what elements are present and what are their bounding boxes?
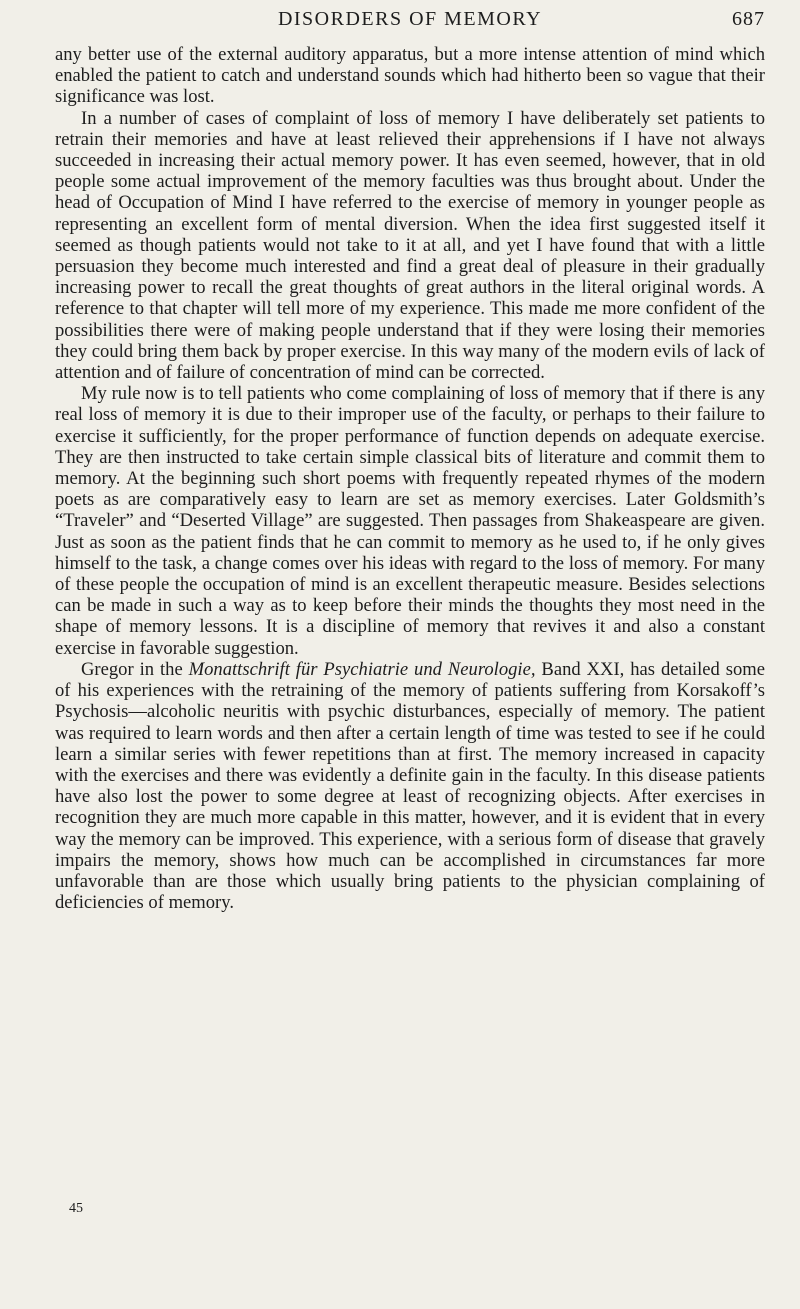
journal-title: Monattschrift für Psychiatrie und Neurologie, xyxy=(188,658,536,680)
paragraph-3: My rule now is to tell patients who come complaining of loss of memory that if there is any real loss of memory it is due to their improper use of the faculty, or perhaps to their failure to exercise it sufficiently, for the proper performance of function depends on adequate exercise. They are then instructed to take certain simple classical bits of literature and commit them to memory. At the beginning such short poems with frequently repeated rhymes of the modern poets as are comparatively easy to learn are set as memory exercises. Later Goldsmith’s “Traveler” and “Deserted Village” are suggested. Then passages from Shakeaspeare are given. Just as soon as the patient finds that he can commit to memory as he used to, if he only gives himself to the task, a change comes over his ideas with regard to the loss of memory. For many of these people the occupation of mind is an excellent therapeutic measure. Besides selections can be made in such a way as to keep before their minds the thoughts they most need in the shape of memory lessons. It is a discipline of memory that revives it and also a constant exercise in favorable suggestion. xyxy=(55,383,765,659)
running-head-title: DISORDERS OF MEMORY xyxy=(277,8,543,30)
paragraph-1: any better use of the external auditory apparatus, but a more intense attention of mind which enabled the patient to catch and understand sounds which had hitherto been so vague that their significance was lost. xyxy=(55,44,765,108)
paragraph-4-lead: Gregor in the xyxy=(81,658,189,680)
signature-mark: 45 xyxy=(69,1201,83,1216)
paragraph-2: In a number of cases of complaint of loss of memory I have deliberately set patients to retrain their memories and have at least relieved their apprehensions if I have not always succeeded in increasing their actual memory power. It has even seemed, however, that in old people some actual improvement of the memory faculties was thus brought about. Under the head of Occupation of Mind I have referred to the exercise of memory in younger people as representing an excellent form of mental diversion. When the idea first suggested itself it seemed as though patients would not take to it at all, and yet I have found that with a little persuasion they become much interested and find a great deal of pleasure in their gradually increasing power to recall the great thoughts of great authors in the literal original words. A reference to that chapter will tell more of my experience. This made me more confident of the possibilities there were of making people understand that if they were losing their memories they could bring them back by proper exercise. In this way many of the modern evils of lack of attention and of failure of concentration of mind can be corrected. xyxy=(55,107,765,384)
body-text xyxy=(55,44,765,913)
page-number: 687 xyxy=(732,8,765,30)
book-page xyxy=(55,0,765,1309)
paragraph-4 xyxy=(55,659,765,913)
paragraph-4-text: Band XXI, has detailed some of his experiences with the retraining of the memory of patients suffering from Korsakoff’s Psychosis—alcoholic neuritis with psychic disturbances, especially of memory. The patient was required to learn words and then after a certain length of time was tested to see if he could learn a similar series with fewer repetitions than at first. The memory increased in capacity with the exercises and there was evidently a definite gain in the faculty. In this disease patients have also lost the power to some degree at least of recognizing objects. After exercises in recognition they are much more capable in this matter, however, and it is evident that in every way the memory can be improved. This experience, with a serious form of disease that gravely impairs the memory, shows how much can be accomplished in circumstances far more unfavorable than are those which usually bring patients to the physician complaining of deficiencies of memory. xyxy=(55,658,765,914)
running-head xyxy=(55,6,765,34)
